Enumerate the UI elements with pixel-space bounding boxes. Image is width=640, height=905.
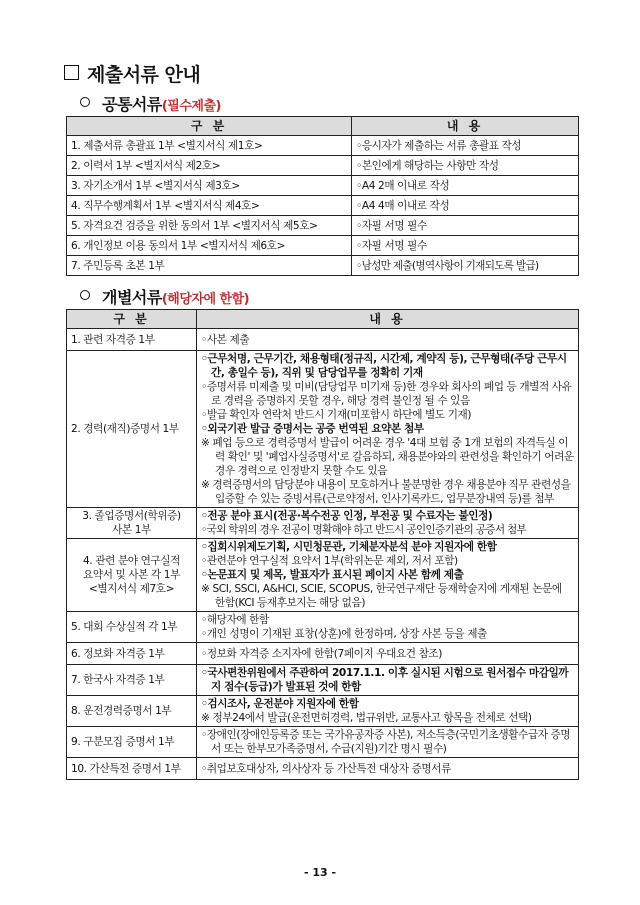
table-row: 7. 주민등록 초본 1부 ◦남성만 제출(병역사항이 기재되도록 발급) bbox=[67, 256, 579, 276]
column-header-category: 구 분 bbox=[67, 117, 352, 136]
table-row: 1. 제출서류 총괄표 1부 <별지서식 제1호> ◦응시자가 제출하는 서류 총괄표 작성 bbox=[67, 136, 579, 156]
circle-bullet-icon bbox=[80, 290, 90, 300]
table-header-row bbox=[67, 117, 579, 136]
individual-docs-heading: 개별서류(해당자에 한함) bbox=[80, 285, 249, 308]
column-header-content: 내 용 bbox=[352, 117, 579, 136]
checkbox-square-icon bbox=[64, 65, 79, 80]
table-row: 1. 관련 자격증 1부 ◦사본 제출 bbox=[67, 329, 579, 351]
section-heading: 제출서류 안내 bbox=[64, 60, 200, 87]
table-row: 4. 직무수행계획서 1부 <별지서식 제4호> ◦A4 4매 이내로 작성 bbox=[67, 196, 579, 216]
common-docs-heading: 공통서류(필수제출) bbox=[80, 92, 221, 115]
column-header-category: 구 분 bbox=[67, 310, 197, 329]
column-header-content: 내 용 bbox=[197, 310, 579, 329]
table-row: 6. 정보화 자격증 1부 ◦정보화 자격증 소지자에 한함(7페이지 우대요건 참조) bbox=[67, 643, 579, 665]
table-row: 5. 자격요건 검증을 위한 동의서 1부 <별지서식 제5호> ◦자필 서명 필수 bbox=[67, 216, 579, 236]
table-row: 10. 가산특전 증명서 1부 ◦취업보호대상자, 의사상자 등 가산특전 대상자 증명서류 bbox=[67, 758, 579, 780]
table-header-row bbox=[67, 310, 579, 329]
circle-bullet-icon bbox=[80, 97, 90, 107]
table-row: 7. 한국사 자격증 1부 ◦국사편찬위원에서 주관하여 2017.1.1. 이후 실시된 시험으로 원서접수 마감일까지 점수(등급)가 발표된 것에 한함 bbox=[67, 665, 579, 696]
table-row: 2. 이력서 1부 <별지서식 제2호> ◦본인에게 해당하는 사항만 작성 bbox=[67, 156, 579, 176]
table-row: 2. 경력(재직)증명서 1부 ◦근무처명, 근무기간, 채용형태(정규직, 시간제, 계약직 등), 근무형태(주당 근무시간, 총일수 등), 직위 및 담당업무를 정확히 기재 ◦증명서류 미제출 및 미비(담당업무 미기재 등)한 경우와 회사의 폐업 등 개별적 사유로 경력을 증명하지 못할 경우, 해당 경력 불인정 될 수 있음 ◦발급 확인자 연락처 반드시 기재(미포함시 하단에 별도 기재) ◦외국기관 발급 증명서는 공증 번역된 요약본 첨부 ※ 폐업 등으로 경력증명서 발급이 어려운 경우 '4대 보험 중 1개 보험의 자격득실 이력 확인' 및 '폐업사실증명서'로 갈음하되, 채용분야와의 관련성을 확인하기 어려운 경우 경력으로 인정받지 못할 수도 있음 ※ 경력증명서의 담당분야 내용이 모호하거나 불분명한 경우 채용분야 직무 관련성을 입증할 수 있는 증빙서류(근로약정서, 인사기록카드, 업무분장내역 등)를 첨부 bbox=[67, 351, 579, 508]
individual-docs-table bbox=[66, 309, 579, 780]
table-row: 5. 대회 수상실적 각 1부 ◦해당자에 한함 ◦개인 성명이 기재된 표창(상훈)에 한정하며, 상장 사본 등을 제출 bbox=[67, 612, 579, 643]
table-row: 9. 구분모집 증명서 1부 ◦장애인(장애인등록증 또는 국가유공자증 사본), 저소득층(국민기초생활수급자 증명서 또는 한부모가족증명서, 수급(지원)기간 명시 필수) bbox=[67, 727, 579, 758]
table-row: 3. 졸업증명서(학위증) 사본 1부 ◦전공 분야 표시(전공·복수전공 인정, 부전공 및 수료자는 불인정) ◦국외 학위의 경우 전공이 명확해야 하고 반드시 공인인증기관의 공증서 첨부 bbox=[67, 508, 579, 539]
common-docs-table bbox=[66, 116, 579, 276]
table-row: 6. 개인정보 이용 동의서 1부 <별지서식 제6호> ◦자필 서명 필수 bbox=[67, 236, 579, 256]
table-row: 4. 관련 분야 연구실적 요약서 및 사본 각 1부 <별지서식 제7호> ◦집회시위제도기획, 시민청문관, 기체분자분석 분야 지원자에 한함 ◦관련분야 연구실적 요약서 1부(학위논문 제외, 저서 포함) ◦논문표지 및 제목, 발표자가 표시된 페이지 사본 함께 제출 ※ SCI, SSCI, A&HCI, SCIE, SCOPUS, 한국연구재단 등재학술지에 게재된 논문에 한함(KCI 등재후보지는 해당 없음) bbox=[67, 539, 579, 612]
table-row: 3. 자기소개서 1부 <별지서식 제3호> ◦A4 2매 이내로 작성 bbox=[67, 176, 579, 196]
table-row: 8. 운전경력증명서 1부 ◦검시조사, 운전분야 지원자에 한함 ※ 정부24에서 발급(운전면허경력, 법규위반, 교통사고 항목을 전체로 선택) bbox=[67, 696, 579, 727]
page-number: - 13 - bbox=[303, 866, 337, 879]
